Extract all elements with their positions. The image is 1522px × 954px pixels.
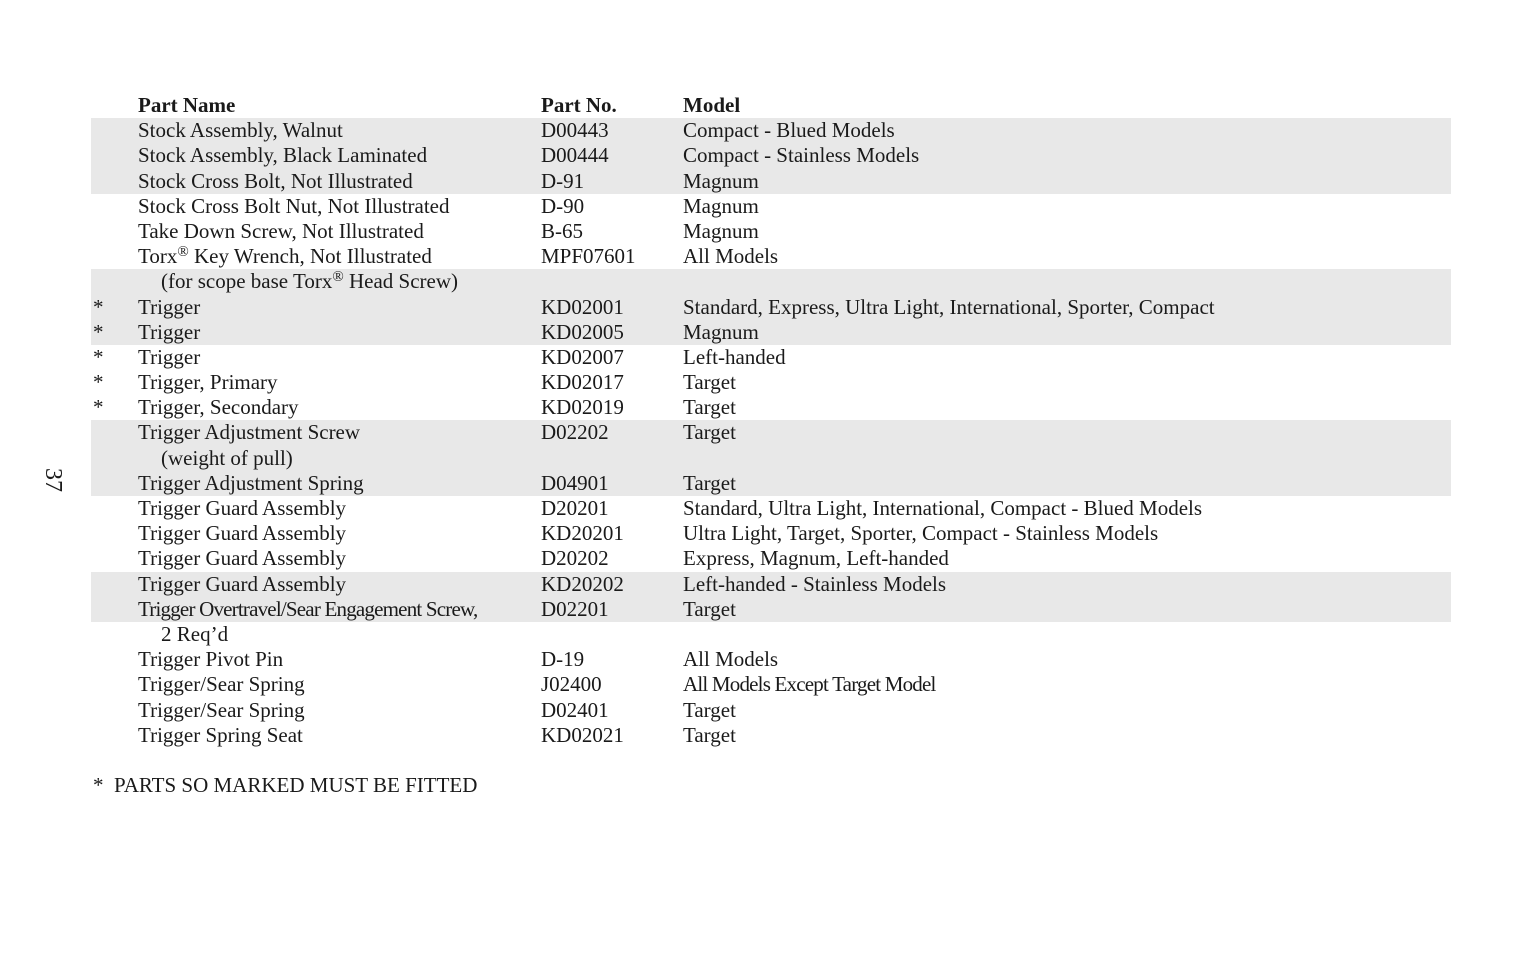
part-model: All Models xyxy=(683,244,779,269)
fitted-mark: * xyxy=(93,319,104,344)
part-number: D-90 xyxy=(541,193,585,218)
part-name-prefix: Torx xyxy=(138,244,178,269)
part-model: Standard, Express, Ultra Light, International, Sporter, Compact xyxy=(683,294,1215,319)
part-model: Target xyxy=(683,395,736,420)
fitted-mark: * xyxy=(93,294,104,319)
part-number: D20201 xyxy=(541,496,609,520)
table-row xyxy=(91,194,1451,219)
table-row xyxy=(91,269,1451,294)
footnote xyxy=(93,773,477,798)
table-row xyxy=(91,521,1451,546)
part-number: D02202 xyxy=(541,420,609,445)
table-row xyxy=(91,118,1451,143)
part-name-continuation: 2 Req’d xyxy=(161,621,229,646)
part-model: Magnum xyxy=(683,168,759,193)
part-name: Stock Cross Bolt Nut, Not Illustrated xyxy=(138,193,450,218)
part-model: Compact - Blued Models xyxy=(683,118,895,143)
footnote-text: PARTS SO MARKED MUST BE FITTED xyxy=(114,773,478,797)
footnote-mark: * xyxy=(93,773,104,797)
table-row xyxy=(91,698,1451,723)
part-model: Target xyxy=(683,470,736,495)
fitted-mark: * xyxy=(93,370,104,395)
part-model: Target xyxy=(683,697,736,722)
part-name-prefix: (for scope base Torx xyxy=(161,269,333,294)
part-number: KD20201 xyxy=(541,521,624,546)
part-number: D04901 xyxy=(541,470,609,495)
part-model: Magnum xyxy=(683,193,759,218)
part-model: All Models Except Target Model xyxy=(683,672,936,697)
part-name xyxy=(138,244,432,269)
part-name: Take Down Screw, Not Illustrated xyxy=(138,218,424,243)
table-row xyxy=(91,420,1451,445)
table-row xyxy=(91,496,1451,521)
table-row xyxy=(91,370,1451,395)
table-row xyxy=(91,143,1451,168)
part-number: KD02017 xyxy=(541,370,624,395)
part-number: D-19 xyxy=(541,647,585,672)
part-name: Trigger Adjustment Spring xyxy=(138,470,364,495)
table-row xyxy=(91,471,1451,496)
part-model: Left-handed - Stainless Models xyxy=(683,571,947,596)
parts-table xyxy=(91,93,1451,748)
part-name: Trigger Spring Seat xyxy=(138,722,303,747)
header-part-name: Part Name xyxy=(138,93,236,117)
fitted-mark: * xyxy=(93,344,104,369)
part-name: Stock Assembly, Black Laminated xyxy=(138,143,428,168)
part-model: Ultra Light, Target, Sporter, Compact - Stainless Models xyxy=(683,521,1159,546)
part-number: D02201 xyxy=(541,596,609,621)
table-row xyxy=(91,219,1451,244)
part-model: Left-handed xyxy=(683,344,786,369)
table-row xyxy=(91,169,1451,194)
table-row xyxy=(91,446,1451,471)
header-part-no: Part No. xyxy=(541,93,617,117)
table-row xyxy=(91,622,1451,647)
part-number: D00443 xyxy=(541,118,609,143)
table-row xyxy=(91,672,1451,697)
part-model: Target xyxy=(683,370,736,395)
table-row xyxy=(91,320,1451,345)
part-model: Express, Magnum, Left-handed xyxy=(683,546,949,571)
part-model: Magnum xyxy=(683,319,759,344)
part-model: All Models xyxy=(683,647,779,672)
table-row xyxy=(91,572,1451,597)
registered-mark: ® xyxy=(332,269,344,286)
part-number: J02400 xyxy=(541,672,602,697)
part-number: D20202 xyxy=(541,546,609,571)
part-name: Trigger xyxy=(138,319,201,344)
part-name: Trigger, Secondary xyxy=(138,395,299,420)
part-number: D00444 xyxy=(541,143,609,168)
part-number: MPF07601 xyxy=(541,244,636,269)
part-name: Trigger xyxy=(138,344,201,369)
part-model: Compact - Stainless Models xyxy=(683,143,920,168)
page-number: 37 xyxy=(40,468,66,492)
part-number: KD20202 xyxy=(541,571,624,596)
part-name: Trigger Guard Assembly xyxy=(138,521,347,546)
header-model: Model xyxy=(683,93,741,117)
table-row xyxy=(91,395,1451,420)
part-name: Trigger/Sear Spring xyxy=(138,697,305,722)
part-model: Standard, Ultra Light, International, Compact - Blued Models xyxy=(683,496,1203,520)
part-name: Trigger/Sear Spring xyxy=(138,672,305,697)
part-name-continuation xyxy=(161,269,458,294)
part-number: D-91 xyxy=(541,168,585,193)
table-row xyxy=(91,295,1451,320)
table-row xyxy=(91,647,1451,672)
table-row xyxy=(91,244,1451,269)
part-number: KD02021 xyxy=(541,722,624,747)
part-name: Trigger Adjustment Screw xyxy=(138,420,361,445)
part-name: Trigger xyxy=(138,294,201,319)
part-name-suffix: Head Screw) xyxy=(343,269,459,294)
part-model: Magnum xyxy=(683,218,759,243)
part-model: Target xyxy=(683,722,736,747)
part-name: Trigger Guard Assembly xyxy=(138,571,347,596)
table-row xyxy=(91,723,1451,748)
fitted-mark: * xyxy=(93,395,104,420)
part-name: Trigger Guard Assembly xyxy=(138,546,347,571)
part-name: Stock Assembly, Walnut xyxy=(138,118,343,143)
part-name-continuation: (weight of pull) xyxy=(161,445,293,470)
part-name-suffix: Key Wrench, Not Illustrated xyxy=(188,244,432,269)
table-row xyxy=(91,345,1451,370)
part-model: Target xyxy=(683,420,736,445)
part-number: KD02001 xyxy=(541,294,624,319)
table-row xyxy=(91,597,1451,622)
part-name: Trigger Guard Assembly xyxy=(138,496,347,520)
part-number: B-65 xyxy=(541,218,583,243)
table-header xyxy=(91,93,1451,118)
table-row xyxy=(91,546,1451,571)
part-name: Trigger Pivot Pin xyxy=(138,647,284,672)
part-number: KD02005 xyxy=(541,319,624,344)
part-name: Trigger Overtravel/Sear Engagement Screw, xyxy=(138,596,478,621)
part-number: KD02019 xyxy=(541,395,624,420)
part-name: Stock Cross Bolt, Not Illustrated xyxy=(138,168,413,193)
part-number: KD02007 xyxy=(541,344,624,369)
registered-mark: ® xyxy=(177,244,189,261)
part-model: Target xyxy=(683,596,736,621)
part-number: D02401 xyxy=(541,697,609,722)
part-name: Trigger, Primary xyxy=(138,370,278,395)
